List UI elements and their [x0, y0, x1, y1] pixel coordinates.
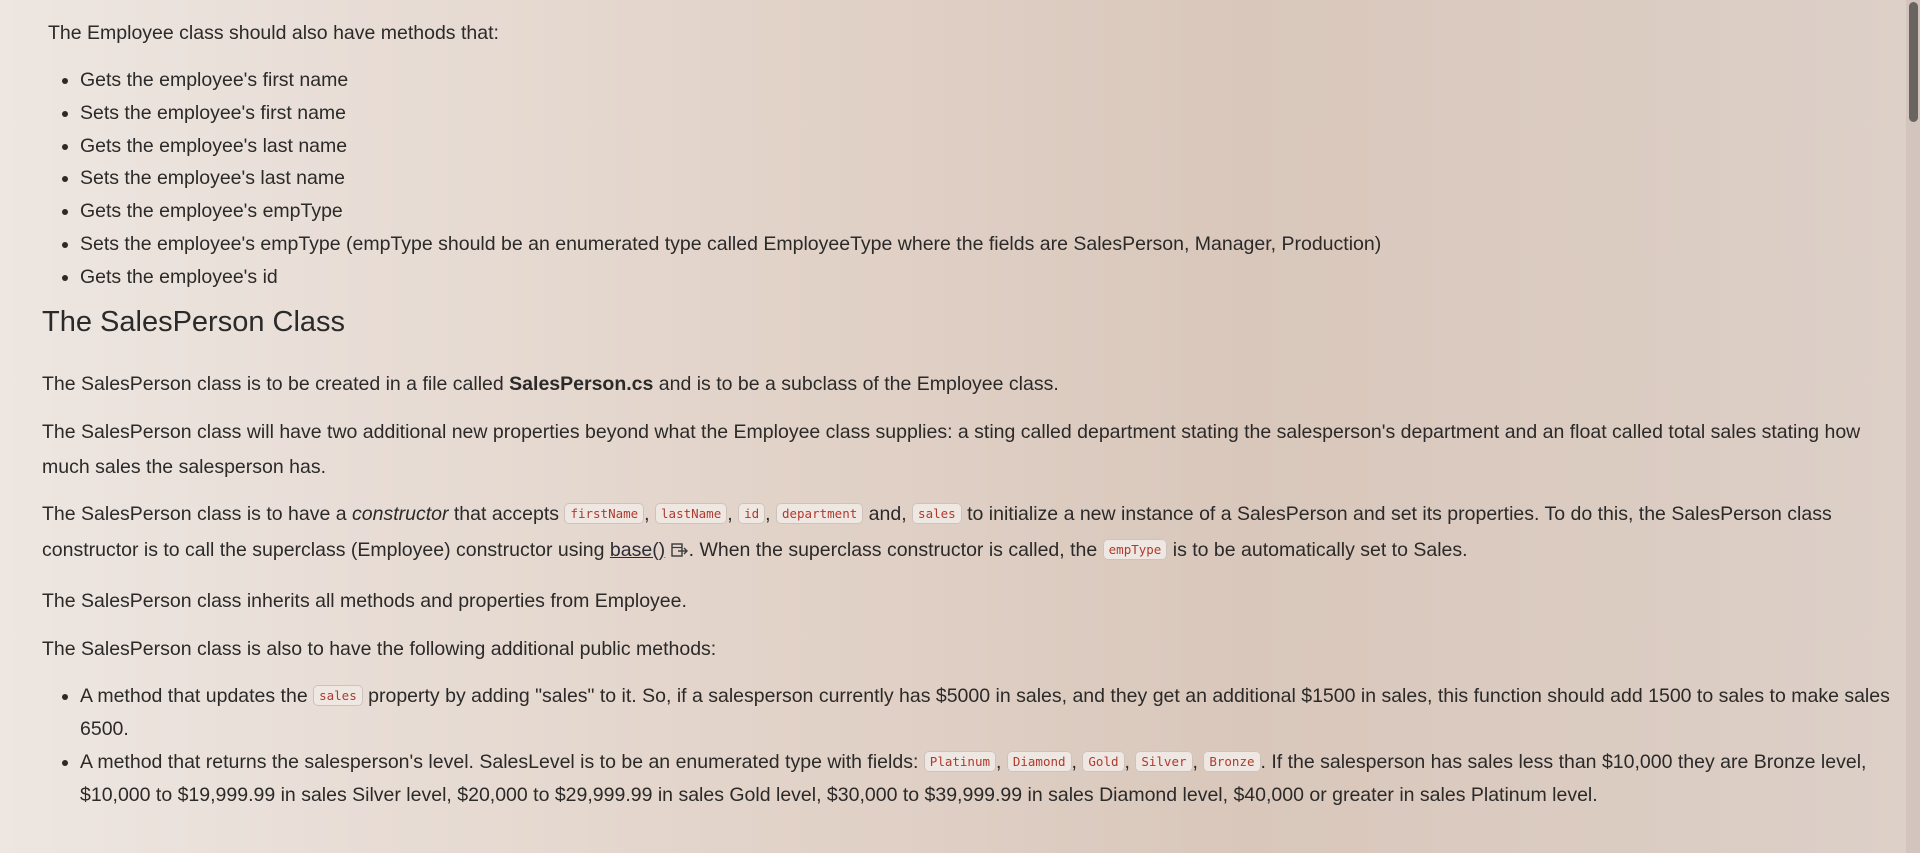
separator: , — [765, 503, 776, 525]
list-item: • Sets the employee's first name — [80, 97, 1381, 130]
separator: , — [996, 751, 1007, 773]
paragraph-constructor — [42, 496, 1872, 568]
separator: , — [644, 503, 656, 525]
paragraph-file — [42, 367, 1059, 402]
text: and is to be a subclass of the Employee class. — [653, 373, 1059, 395]
text: property by adding "sales" to it. So, if a salesperson currently has $5000 in sales, and they get an additional $1500 in sales, this function should add 1500 to sales to make sales 6500. — [80, 685, 1890, 740]
code-diamond: Diamond — [1007, 751, 1072, 772]
code-sales: sales — [313, 685, 363, 706]
vertical-scrollbar[interactable] — [1906, 0, 1920, 853]
code-id: id — [738, 503, 765, 524]
filename: SalesPerson.cs — [509, 373, 654, 395]
employee-methods-list — [42, 64, 1381, 294]
separator: , — [1071, 751, 1083, 773]
text: The SalesPerson class is to have a — [42, 503, 352, 525]
separator: , — [1192, 751, 1204, 773]
paragraph-properties: The SalesPerson class will have two additional new properties beyond what the Employee class supplies: a sting called department stating the salesperson's department and an float called total sales stating how much sales the salesperson has. — [42, 421, 1861, 478]
section-heading: The SalesPerson Class — [42, 306, 346, 338]
separator: , — [727, 503, 739, 525]
list-item — [80, 746, 1910, 811]
base-link[interactable]: base() — [609, 539, 666, 561]
paragraph-inherits: The SalesPerson class inherits all methods and properties from Employee. — [42, 590, 687, 612]
list-item: • Gets the employee's last name — [80, 130, 1381, 163]
code-gold: Gold — [1082, 751, 1124, 772]
code-emptype: empType — [1103, 539, 1168, 560]
code-lastname: lastName — [655, 503, 727, 524]
scrollbar-thumb[interactable] — [1909, 2, 1918, 122]
text: . If the salesperson has sales less than $10,000 they are Bronze level, $10,000 to $19,999.99 in sales Silver level, $20,000 to $29,999.99 in sales Gold level, $30,000 to $39,999.99 in sales Diamond level, $40,000 or greater in sales Platinum level. — [80, 751, 1867, 806]
text: A method that returns the salesperson's level. SalesLevel is to be an enumerated type with fields: — [80, 751, 924, 773]
list-item — [80, 680, 1910, 745]
text: . When the superclass constructor is called, the — [688, 539, 1103, 561]
list-item: • Gets the employee's id — [80, 261, 1381, 294]
separator: and, — [863, 503, 913, 525]
external-link-icon[interactable] — [671, 543, 689, 557]
text: that accepts — [448, 503, 565, 525]
code-bronze: Bronze — [1203, 751, 1260, 772]
text: is to be automatically set to Sales. — [1167, 539, 1468, 561]
code-firstname: firstName — [564, 503, 644, 524]
code-silver: Silver — [1135, 751, 1192, 772]
text: to initialize a new instance of a SalesPerson and set its properties. To do this, the SalesPerson class constructor is to call the superclass (Employee) constructor using — [42, 503, 1832, 561]
code-sales: sales — [912, 503, 962, 524]
intro-text: The Employee class should also have methods that: — [48, 22, 499, 44]
emphasis: constructor — [352, 503, 449, 525]
text: The SalesPerson class is to be created in a file called — [42, 373, 510, 395]
code-platinum: Platinum — [924, 751, 996, 772]
list-item: • Sets the employee's empType (empType should be an enumerated type called EmployeeType where the fields are SalesPerson, Manager, Production) — [80, 228, 1381, 261]
separator: , — [1124, 751, 1136, 773]
paragraph-methods-intro: The SalesPerson class is also to have the following additional public methods: — [42, 638, 717, 660]
list-item: • Sets the employee's last name — [80, 162, 1381, 195]
list-item: • Gets the employee's first name — [80, 64, 1381, 97]
salesperson-methods-list — [42, 680, 1910, 812]
code-department: department — [776, 503, 863, 524]
text: A method that updates the — [80, 685, 314, 707]
list-item: • Gets the employee's empType — [80, 195, 1381, 228]
